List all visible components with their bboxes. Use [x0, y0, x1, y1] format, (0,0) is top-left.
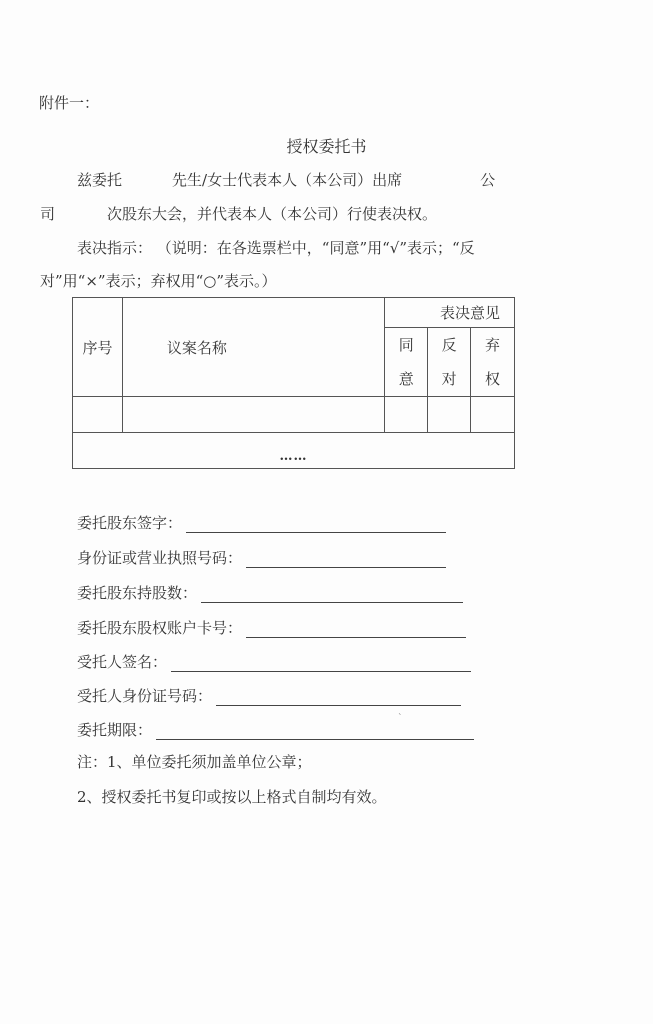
field-label: 受托人身份证号码： [77, 687, 213, 705]
field-account-card-number [77, 617, 466, 638]
cell-serial [73, 397, 123, 433]
intro-line-2 [40, 203, 437, 224]
term-input-line[interactable] [156, 725, 474, 740]
ellipsis-text: …… [279, 449, 308, 464]
cell-abstain [471, 397, 515, 433]
attachment-label: 附件一： [39, 94, 100, 112]
intro-part2: 先生/女士代表本人（本公司）出席 [172, 171, 403, 189]
field-proxy-term [77, 719, 474, 740]
cell-agree [385, 397, 428, 433]
col-abstain-1: 弃 [471, 328, 515, 363]
field-id-license-number [77, 547, 446, 568]
col-oppose-1: 反 [428, 328, 471, 363]
field-label: 受托人签名： [77, 653, 168, 671]
table-ellipsis-row [73, 433, 515, 469]
intro-part5: 次股东大会，并代表本人（本公司）行使表决权。 [107, 205, 438, 223]
cell-proposal [122, 397, 384, 433]
proxy-signature-input-line[interactable] [171, 657, 471, 672]
field-label: 委托期限： [77, 721, 153, 739]
vote-table [72, 297, 515, 469]
note-line-2: 2、授权委托书复印或按以上格式自制均有效。 [77, 788, 387, 806]
proxy-id-input-line[interactable] [216, 691, 461, 706]
shares-input-line[interactable] [201, 588, 463, 603]
signature-input-line[interactable] [186, 518, 446, 533]
header-proposal-name [122, 298, 384, 397]
col-oppose-2: 对 [428, 362, 471, 397]
header-serial-no: 序号 [73, 298, 123, 397]
document-title: 授权委托书 [286, 137, 367, 156]
table-row [73, 397, 515, 433]
id-number-input-line[interactable] [246, 553, 446, 568]
cell-ellipsis [73, 433, 515, 469]
cell-oppose [428, 397, 471, 433]
instruction-line-2: 对”用“×”表示；弃权用“○”表示。） [40, 272, 277, 290]
header-vote-opinion [385, 298, 515, 328]
col-agree-2: 意 [385, 362, 428, 397]
field-label: 委托股东持股数： [77, 584, 198, 602]
field-label: 身份证或营业执照号码： [77, 549, 243, 567]
field-proxy-id-number [77, 685, 461, 706]
scan-speck: ` [398, 714, 403, 724]
intro-part4: 司 [40, 205, 56, 223]
intro-part1: 兹委托 [77, 171, 123, 189]
note-line-1: 注：1、单位委托须加盖单位公章； [77, 753, 312, 771]
intro-part3: 公 [480, 171, 496, 189]
instruction-line-1: 表决指示： （说明：在各选票栏中，“同意”用“√”表示；“反 [77, 239, 475, 257]
field-shareholder-signature [77, 512, 446, 533]
field-label: 委托股东股权账户卡号： [77, 619, 243, 637]
account-input-line[interactable] [246, 623, 466, 638]
header-vote-opinion-text: 表决意见 [439, 304, 500, 322]
intro-line-1 [77, 169, 495, 190]
field-shares-held [77, 582, 463, 603]
field-label: 委托股东签字： [77, 514, 183, 532]
field-proxy-signature [77, 651, 471, 672]
col-agree-1: 同 [385, 328, 428, 363]
header-proposal-name-text: 议案名称 [166, 338, 227, 357]
col-abstain-2: 权 [471, 362, 515, 397]
